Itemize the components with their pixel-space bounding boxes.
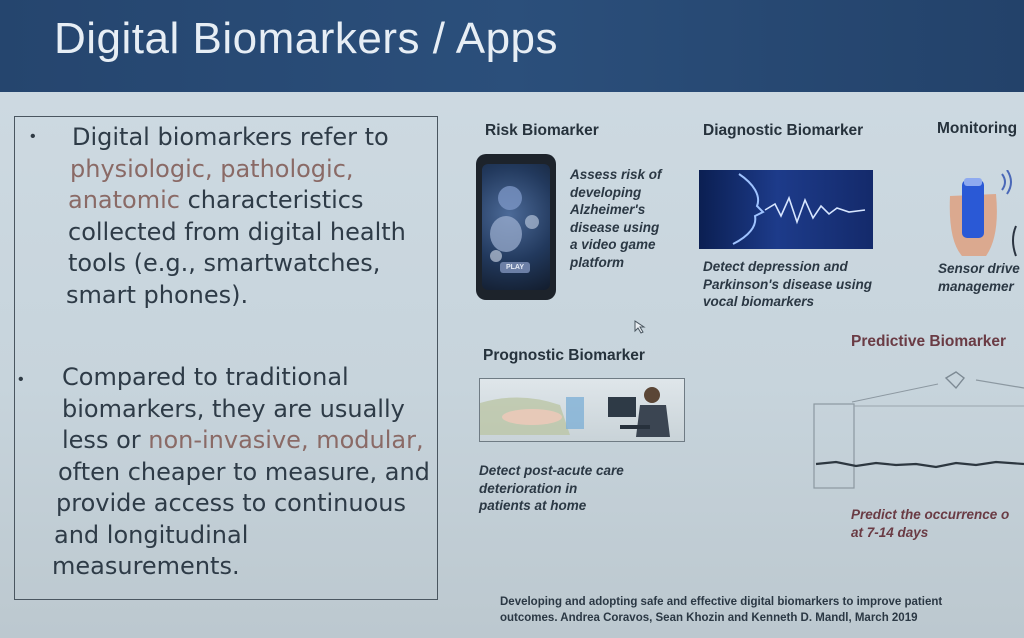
caption-line: Sensor drive [938,261,1020,276]
bullet-2-line: biomarkers, they are usually [62,394,405,423]
bullet-1-line: physiologic, pathologic, [70,154,354,183]
bullet-2-highlight: non-invasive, modular, [148,426,424,454]
bullet-2-segment: less or [62,426,149,454]
bullet-marker: • [18,371,24,388]
caption-line: Assess risk of [570,167,662,182]
bullet-2-text [52,362,430,583]
caption-line: developing [570,184,642,200]
caption-line: Parkinson's disease using [703,276,873,292]
predictive-biomarker-heading: Predictive Biomarker [851,333,1007,350]
caption-line: Detect depression and [703,259,848,274]
bullet-2-line: measurements. [52,552,240,580]
bullet-1-line: collected from digital health [68,217,406,246]
prognostic-biomarker-caption [479,462,624,515]
bullet-2-line: often cheaper to measure, and [58,457,430,486]
citation [500,594,1010,626]
bullet-1-text [66,122,406,311]
prognostic-biomarker-heading: Prognostic Biomarker [483,347,645,364]
cursor-icon [634,320,646,334]
patient-and-clinician-illustration [480,379,685,442]
risk-biomarker-caption [570,166,662,271]
home-patient-image [479,378,685,442]
bullet-2-line [62,425,430,457]
citation-line: outcomes. Andrea Coravos, Sean Khozin and Kenneth D. Mandl, March 2019 [500,612,918,624]
monitoring-biomarker-caption [938,260,1024,295]
bullet-2-line: and longitudinal [54,520,249,549]
caption-line: platform [570,254,624,270]
slide-title: Digital Biomarkers / Apps [54,14,559,63]
bullet-1-line: smart phones). [66,280,249,309]
inhaler-hand-illustration [944,170,1024,258]
caption-line: Predict the occurrence o [851,507,1010,522]
diagnostic-biomarker-caption [703,258,872,311]
caption-line: managemer [938,278,1014,294]
monitoring-biomarker-heading: Monitoring [937,120,1018,137]
diagnostic-biomarker-heading: Diagnostic Biomarker [703,122,864,139]
bullet-1-line: tools (e.g., smartwatches, [68,249,381,277]
title-bar [0,0,1024,92]
caption-line: deterioration in [479,480,578,496]
bullet-marker: • [30,128,36,145]
bullet-1-highlight: anatomic [68,186,180,214]
signal-trace-illustration [806,360,1024,498]
game-phone-image [476,154,556,300]
voice-waveform-image [699,170,873,249]
inhaler-sensor-image [944,170,1024,258]
face-profile-waveform [699,170,873,249]
bullet-2-line: Compared to traditional [62,363,349,391]
citation-line: Developing and adopting safe and effective digital biomarkers to improve patient [500,596,943,608]
bullet-2-line: provide access to continuous [56,489,406,517]
caption-line: patients at home [479,498,587,513]
predictive-signal-graphic [806,360,1024,498]
risk-biomarker-heading: Risk Biomarker [485,122,599,139]
caption-line: vocal biomarkers [703,294,815,309]
caption-line: disease using [570,219,660,235]
caption-line: a video game [570,237,656,252]
play-button: PLAY [500,262,530,273]
caption-line: at 7-14 days [851,524,929,540]
bullet-1-line [68,185,406,217]
caption-line: Detect post-acute care [479,463,624,478]
predictive-biomarker-caption [851,506,1024,541]
bullet-1-line: Digital biomarkers refer to [72,123,389,151]
bullet-1-segment: characteristics [179,186,364,214]
caption-line: Alzheimer's [570,202,646,217]
